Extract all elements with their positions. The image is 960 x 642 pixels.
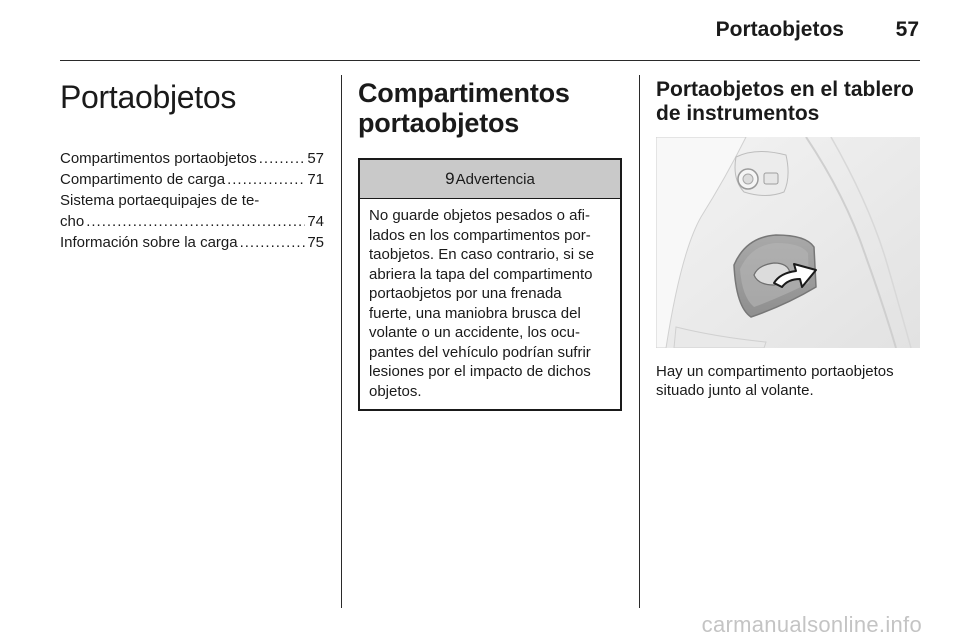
warning-text: [360, 199, 620, 409]
toc-entry-page: 75: [307, 234, 324, 251]
warning-line: fuerte, una maniobra brusca del: [369, 304, 581, 322]
warning-line: lesiones por el impacto de dichos: [369, 363, 591, 380]
section-column: [358, 78, 622, 411]
warning-line: objetos.: [369, 382, 422, 400]
warning-line: lados en los compartimentos por-: [369, 226, 591, 244]
warning-heading-text: Advertencia: [455, 171, 535, 188]
toc-entry[interactable]: [60, 148, 324, 169]
figure-caption: [656, 362, 920, 400]
toc-entry-label: Compartimentos portaobjetos: [60, 150, 257, 167]
section-title-line1: Compartimentos: [358, 78, 570, 108]
chapter-title: Portaobjetos: [60, 79, 237, 115]
toc-entry-label-line1[interactable]: Sistema portaequipajes de te-: [60, 192, 260, 209]
table-of-contents: [60, 148, 324, 253]
column-divider: [639, 75, 640, 608]
warning-box: [358, 158, 622, 411]
toc-entry-page: 71: [307, 171, 324, 188]
toc-entry-label: cho: [60, 213, 85, 230]
warning-line: volante o un accidente, los ocu-: [369, 324, 580, 341]
watermark: carmanualsonline.info: [701, 612, 922, 637]
warning-line: portaobjetos por una frenada: [369, 285, 562, 302]
subsection-column: [656, 78, 920, 400]
warning-heading: [360, 160, 620, 199]
toc-entry[interactable]: [60, 211, 324, 232]
toc-leader-dots: [227, 169, 305, 190]
column-divider: [341, 75, 342, 608]
toc-entry-page: 57: [307, 150, 324, 167]
dashboard-storage-illustration: [656, 137, 920, 348]
warning-line: abriera la tapa del compartimento: [369, 265, 593, 283]
warning-line: taobjetos. En caso contrario, si se: [369, 246, 595, 263]
subsection-title-line2: de instrumentos: [656, 102, 820, 125]
section-title: [358, 78, 622, 138]
subsection-title: [656, 78, 920, 126]
page-number: 57: [895, 18, 919, 41]
caption-line: situado junto al volante.: [656, 382, 814, 399]
warning-line: pantes del vehículo podrían sufrir: [369, 343, 591, 361]
toc-leader-dots: [86, 211, 305, 232]
toc-leader-dots: [259, 148, 306, 169]
warning-line: No guarde objetos pesados o afi-: [369, 207, 590, 224]
warning-triangle-icon: 9: [445, 169, 455, 188]
header-rule: [60, 60, 920, 61]
toc-entry[interactable]: [60, 232, 324, 253]
toc-entry-label: Información sobre la carga: [60, 234, 238, 251]
chapter-column: [60, 78, 324, 253]
toc-leader-dots: [240, 232, 306, 253]
subsection-title-line1: Portaobjetos en el tablero: [656, 78, 914, 101]
toc-entry-page: 74: [307, 213, 324, 230]
toc-entry[interactable]: [60, 169, 324, 190]
section-title-line2: portaobjetos: [358, 108, 520, 138]
running-header-title: Portaobjetos: [715, 18, 844, 41]
toc-entry-label: Compartimento de carga: [60, 171, 226, 188]
caption-line: Hay un compartimento portaobjetos: [656, 363, 894, 380]
